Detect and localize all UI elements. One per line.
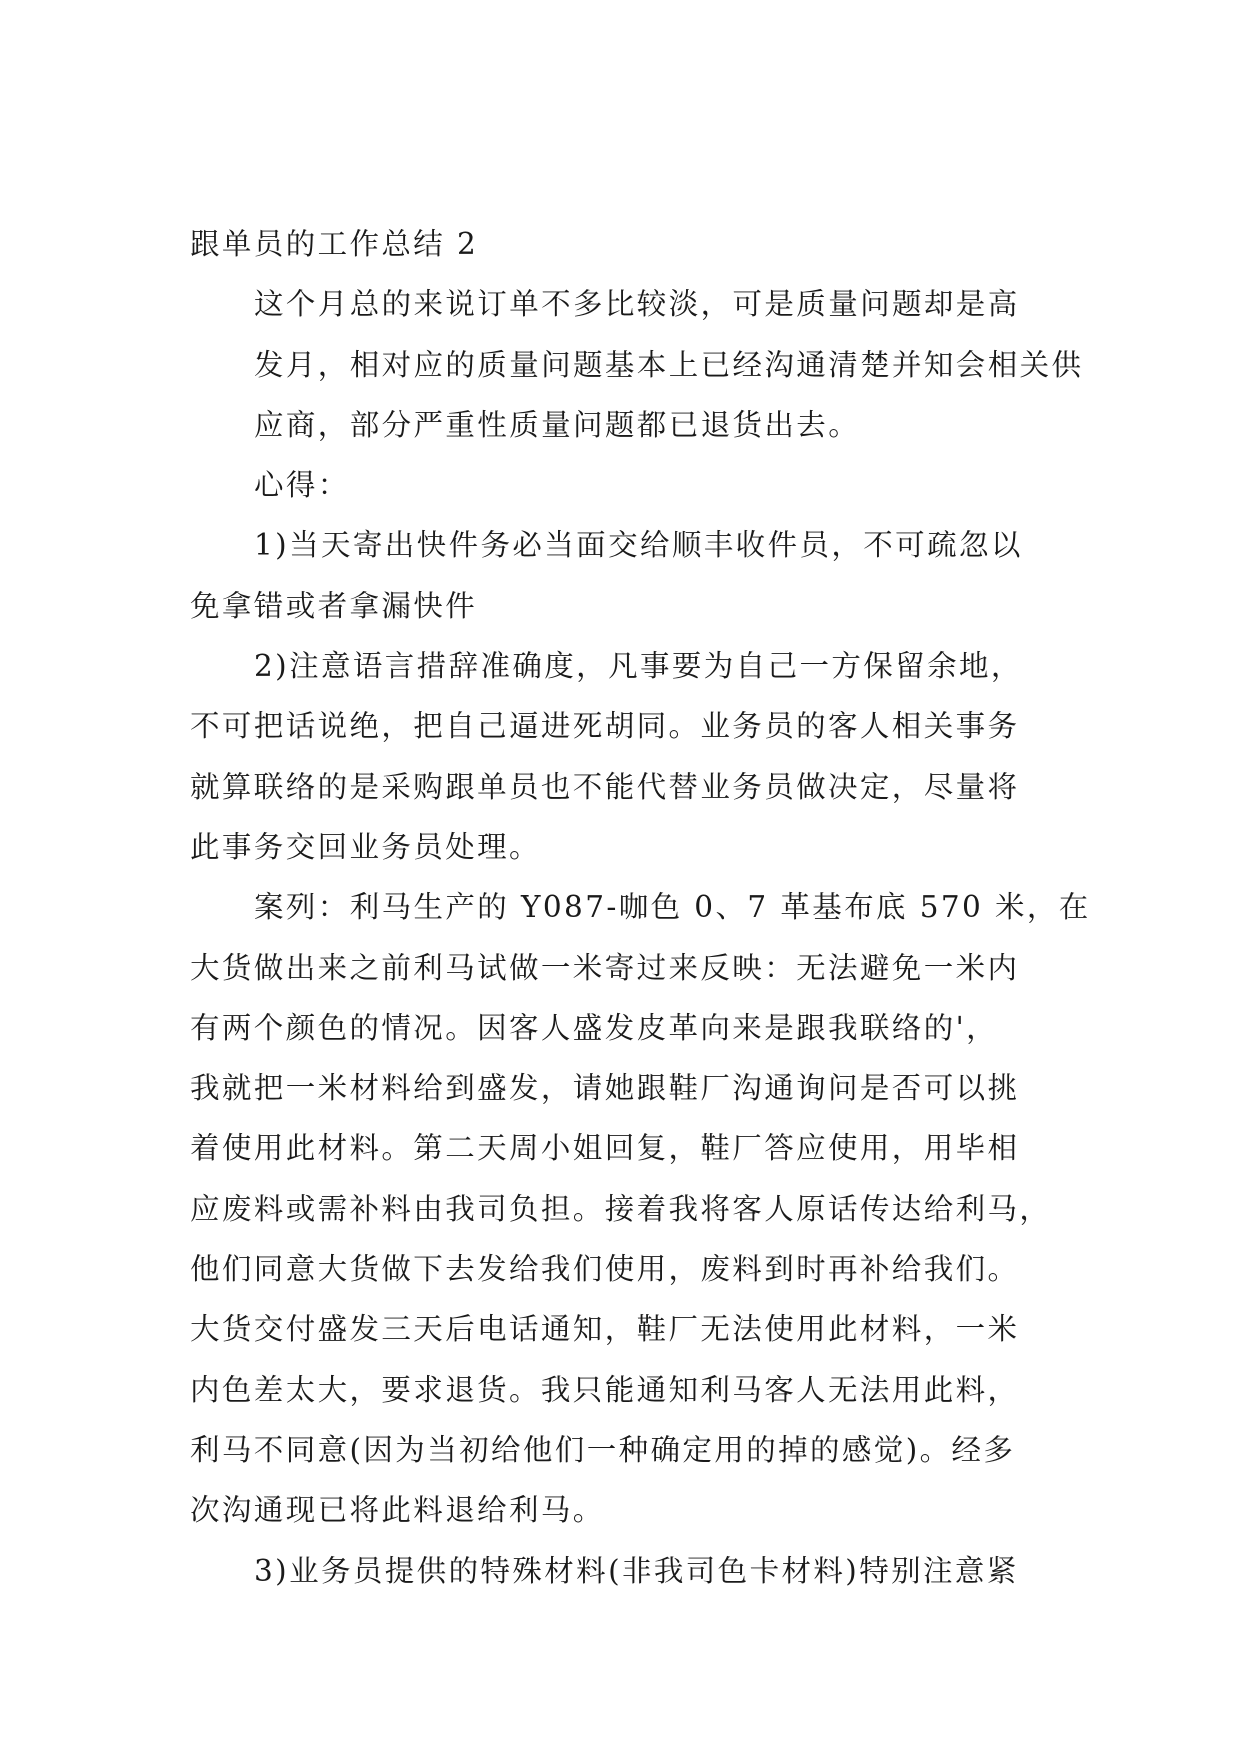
paragraph-item-1: [190, 515, 1060, 636]
paragraph-intro: [190, 274, 1084, 455]
text-line: 内色差太大，要求退货。我只能通知利马客人无法用此料，: [190, 1372, 1020, 1407]
text-line: 心得：: [254, 468, 350, 503]
text-line: 3)业务员提供的特殊材料(非我司色卡材料)特别注意紧: [254, 1553, 1019, 1588]
text-line: 次沟通现已将此料退给利马。: [190, 1493, 605, 1528]
text-line: 1)当天寄出快件务必当面交给顺丰收件员，不可疏忽以: [254, 528, 1023, 563]
paragraph-item-3: [190, 1541, 1060, 1601]
text-line: 案列：利马生产的 Y087-咖色 0、7 革基布底 570 米，在: [254, 890, 1091, 925]
text-line: 免拿错或者拿漏快件: [190, 588, 478, 623]
text-line: 发月，相对应的质量问题基本上已经沟通清楚并知会相关供: [254, 347, 1084, 382]
paragraph-case-study: [190, 877, 1091, 1540]
text-line: 有两个颜色的情况。因客人盛发皮革向来是跟我联络的'，: [190, 1010, 999, 1045]
document-title: 跟单员的工作总结 2: [190, 227, 479, 261]
text-line: 我就把一米材料给到盛发，请她跟鞋厂沟通询问是否可以挑: [190, 1071, 1020, 1106]
text-line: 利马不同意(因为当初给他们一种确定用的掉的感觉)。经多: [190, 1432, 1016, 1467]
document-body: [190, 214, 1091, 1601]
text-line: 应废料或需补料由我司负担。接着我将客人原话传达给利马，: [190, 1191, 1052, 1226]
text-line: 这个月总的来说订单不多比较淡，可是质量问题却是高: [254, 287, 1020, 322]
text-line: 不可把话说绝，把自己逼进死胡同。业务员的客人相关事务: [190, 709, 1020, 744]
paragraph-item-2: [190, 636, 1060, 877]
text-line: 此事务交回业务员处理。: [190, 829, 541, 864]
text-line: 应商，部分严重性质量问题都已退货出去。: [254, 407, 861, 442]
text-line: 大货交付盛发三天后电话通知，鞋厂无法使用此材料，一米: [190, 1312, 1020, 1347]
text-line: 2)注意语言措辞准确度，凡事要为自己一方保留余地，: [254, 649, 1023, 684]
text-line: 大货做出来之前利马试做一米寄过来反映：无法避免一米内: [190, 950, 1020, 985]
text-line: 着使用此材料。第二天周小姐回复，鞋厂答应使用，用毕相: [190, 1131, 1020, 1166]
paragraph-heading-insights: [190, 455, 1060, 515]
text-line: 就算联络的是采购跟单员也不能代替业务员做决定，尽量将: [190, 769, 1020, 804]
text-line: 他们同意大货做下去发给我们使用，废料到时再补给我们。: [190, 1252, 1020, 1287]
